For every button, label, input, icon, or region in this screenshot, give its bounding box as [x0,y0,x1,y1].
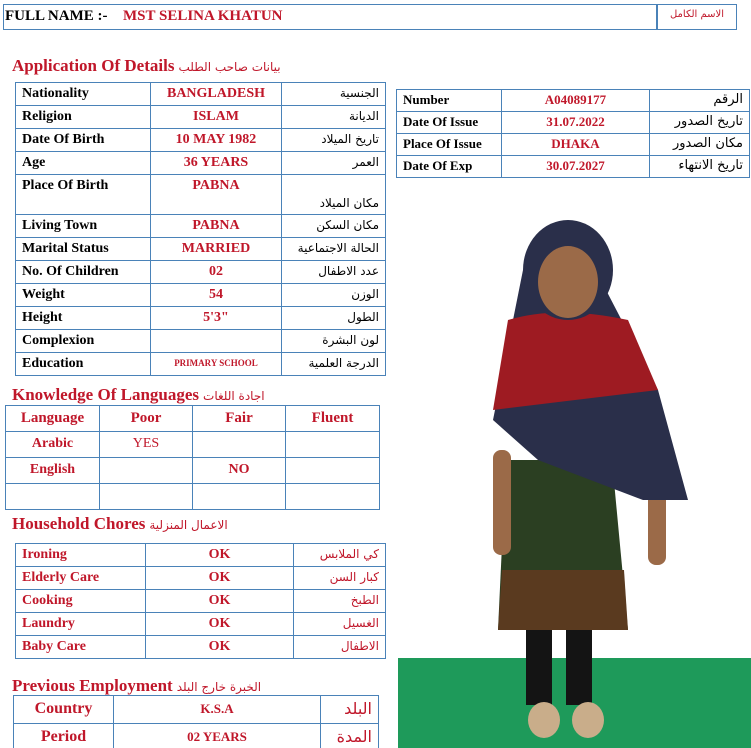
row-value: 54 [151,284,282,307]
full-name-value: MST SELINA KHATUN [123,8,283,24]
row-value: PABNA [151,175,282,215]
fluent-cell [286,432,380,458]
table-row [16,129,386,152]
row-value: PRIMARY SCHOOL [151,353,282,376]
application-details-table [15,82,386,376]
row-value: OK [146,544,294,567]
employment-table [13,695,379,748]
row-arabic: عدد الاطفال [282,261,386,284]
column-header: Fluent [286,406,380,432]
row-value: DHAKA [502,134,650,156]
chores-title [12,514,228,534]
application-title-arabic: بيانات صاحب الطلب [178,60,281,74]
applicant-photo [398,210,751,748]
row-arabic: مكان الصدور [650,134,750,156]
table-row [16,544,386,567]
row-label: Weight [16,284,151,307]
table-row [16,353,386,376]
row-value: 30.07.2027 [502,156,650,178]
photo-sandal-left [528,702,560,738]
fair-cell: NO [193,458,286,484]
row-value: OK [146,590,294,613]
row-value: 10 MAY 1982 [151,129,282,152]
row-arabic: الاطفال [294,636,386,659]
table-row [16,106,386,129]
table-row [6,432,380,458]
row-value: 5'3" [151,307,282,330]
row-arabic: العمر [282,152,386,175]
languages-title-text: Knowledge Of Languages [12,385,200,404]
photo-face [538,246,598,318]
row-arabic: مكان الميلاد [282,175,386,215]
language-cell: Arabic [6,432,100,458]
row-value [151,330,282,353]
table-row [16,83,386,106]
row-label: Laundry [16,613,146,636]
employment-title-text: Previous Employment [12,676,173,695]
poor-cell: YES [100,432,193,458]
row-arabic: كبار السن [294,567,386,590]
row-arabic: الحالة الاجتماعية [282,238,386,261]
languages-table [5,405,380,510]
row-label: Place Of Issue [397,134,502,156]
row-label: Height [16,307,151,330]
full-name-arabic: الاسم الكامل [669,9,725,20]
full-name-label: FULL NAME :- [5,8,108,24]
row-arabic: مكان السكن [282,215,386,238]
poor-cell [100,458,193,484]
row-value: A04089177 [502,90,650,112]
row-label: Cooking [16,590,146,613]
table-row [6,406,380,432]
row-arabic: الدرجة العلمية [282,353,386,376]
employment-title-arabic: الخبرة خارج البلد [176,680,262,694]
languages-title [12,385,265,405]
row-arabic: الديانة [282,106,386,129]
row-label: Ironing [16,544,146,567]
table-row [16,215,386,238]
row-arabic: المدة [321,724,379,748]
row-label: Date Of Exp [397,156,502,178]
row-label: Marital Status [16,238,151,261]
row-label: Baby Care [16,636,146,659]
table-row [16,238,386,261]
row-value: 31.07.2022 [502,112,650,134]
photo-arm-left [493,450,511,555]
fluent-cell [286,458,380,484]
chores-title-text: Household Chores [12,514,146,533]
row-value: BANGLADESH [151,83,282,106]
table-row [6,484,380,510]
row-arabic: كي الملابس [294,544,386,567]
row-label: No. Of Children [16,261,151,284]
photo-dress-hem [498,570,628,630]
row-label: Nationality [16,83,151,106]
table-row [16,636,386,659]
column-header: Fair [193,406,286,432]
table-row [6,458,380,484]
row-arabic: الوزن [282,284,386,307]
row-label: Education [16,353,151,376]
table-row [397,134,750,156]
table-row [16,613,386,636]
photo-sandal-right [572,702,604,738]
row-value: MARRIED [151,238,282,261]
row-value: 02 YEARS [114,724,321,748]
row-arabic: تاريخ الميلاد [282,129,386,152]
full-name-box [3,4,737,30]
chores-table [15,543,386,659]
row-arabic: تاريخ الصدور [650,112,750,134]
languages-title-arabic: اجادة اللغات [203,389,265,403]
row-arabic: الطول [282,307,386,330]
table-row [16,261,386,284]
row-arabic: لون البشرة [282,330,386,353]
row-label: Date Of Birth [16,129,151,152]
table-row [16,284,386,307]
row-arabic: تاريخ الانتهاء [650,156,750,178]
row-arabic: الطبخ [294,590,386,613]
row-value: K.S.A [114,696,321,724]
row-value: OK [146,613,294,636]
employment-title [12,676,261,696]
application-title-text: Application Of Details [12,56,175,75]
table-row [397,90,750,112]
language-cell [6,484,100,510]
fair-cell [193,484,286,510]
fair-cell [193,432,286,458]
row-value: PABNA [151,215,282,238]
row-label: Country [14,696,114,724]
table-row [14,724,379,748]
table-row [14,696,379,724]
row-label: Age [16,152,151,175]
table-row [16,307,386,330]
application-title [12,56,281,76]
row-value: 02 [151,261,282,284]
row-value: 36 YEARS [151,152,282,175]
row-arabic: الرقم [650,90,750,112]
table-row [16,175,386,215]
column-header: Language [6,406,100,432]
table-row [397,112,750,134]
table-row [16,152,386,175]
table-row [16,330,386,353]
language-cell: English [6,458,100,484]
column-header: Poor [100,406,193,432]
row-label: Date Of Issue [397,112,502,134]
fluent-cell [286,484,380,510]
chores-title-arabic: الاعمال المنزلية [149,518,228,532]
row-arabic: الغسيل [294,613,386,636]
row-arabic: الجنسية [282,83,386,106]
row-value: OK [146,567,294,590]
full-name-divider [656,4,658,30]
row-label: Place Of Birth [16,175,151,215]
table-row [16,590,386,613]
row-label: Period [14,724,114,748]
row-value: ISLAM [151,106,282,129]
row-value: OK [146,636,294,659]
row-label: Elderly Care [16,567,146,590]
table-row [397,156,750,178]
row-arabic: البلد [321,696,379,724]
row-label: Living Town [16,215,151,238]
table-row [16,567,386,590]
poor-cell [100,484,193,510]
row-label: Religion [16,106,151,129]
row-label: Number [397,90,502,112]
row-label: Complexion [16,330,151,353]
passport-table [396,89,750,178]
